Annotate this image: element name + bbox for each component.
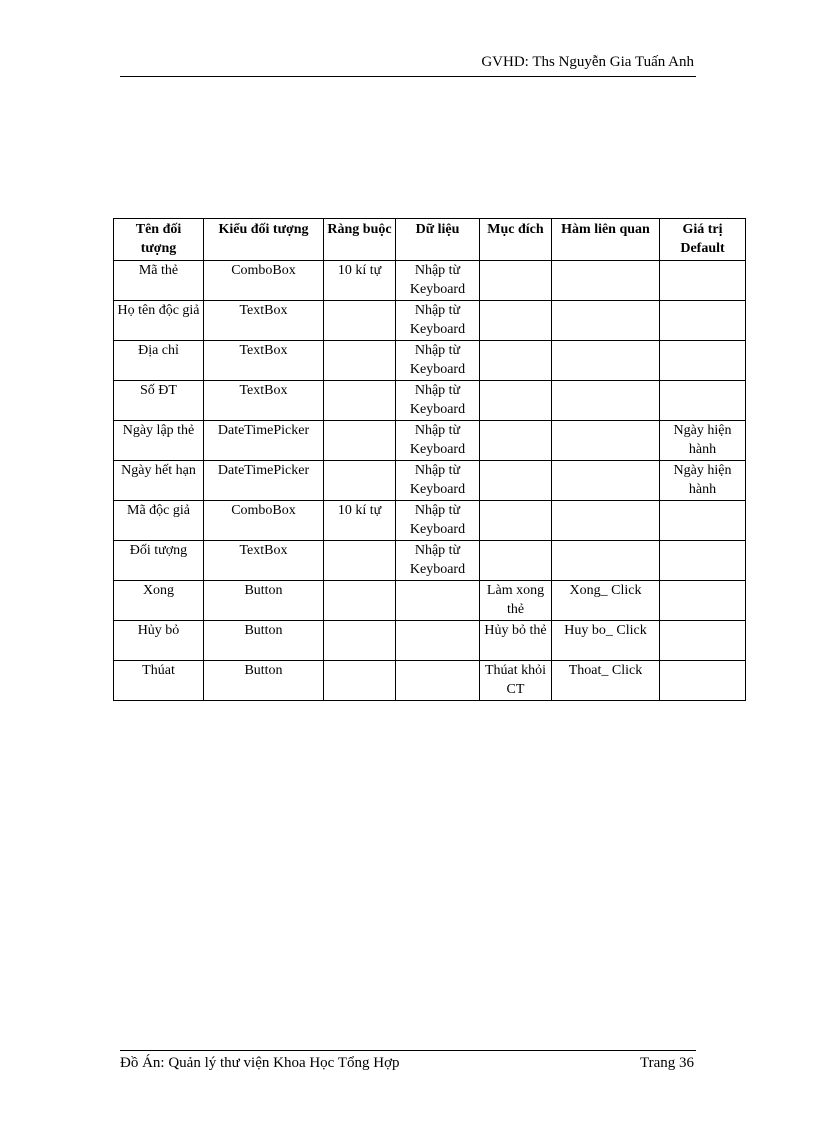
table-cell: Thoat_ Click: [552, 661, 660, 701]
column-header: Kiểu đối tượng: [204, 219, 324, 261]
table-cell: [660, 501, 746, 541]
table-cell: [480, 301, 552, 341]
table-cell: Đối tượng: [114, 541, 204, 581]
table-cell: DateTimePicker: [204, 421, 324, 461]
table-cell: Hủy bỏ thẻ: [480, 621, 552, 661]
table-cell: Xong_ Click: [552, 581, 660, 621]
table-cell: Mã độc giả: [114, 501, 204, 541]
table-cell: TextBox: [204, 301, 324, 341]
table-cell: Nhập từ Keyboard: [396, 541, 480, 581]
table-cell: TextBox: [204, 381, 324, 421]
header-text: GVHD: Ths Nguyễn Gia Tuấn Anh: [481, 54, 694, 70]
table-cell: [324, 661, 396, 701]
table-cell: [552, 301, 660, 341]
table-cell: [480, 341, 552, 381]
table-cell: [552, 341, 660, 381]
table-cell: [480, 501, 552, 541]
table-cell: ComboBox: [204, 501, 324, 541]
table-cell: Làm xong thẻ: [480, 581, 552, 621]
table-cell: Nhập từ Keyboard: [396, 301, 480, 341]
table-cell: [660, 301, 746, 341]
object-spec-table: [113, 218, 746, 701]
table-cell: Thúat khỏi CT: [480, 661, 552, 701]
column-header: Hàm liên quan: [552, 219, 660, 261]
table-cell: Xong: [114, 581, 204, 621]
table-cell: [480, 541, 552, 581]
table-cell: 10 kí tự: [324, 501, 396, 541]
table-cell: Địa chỉ: [114, 341, 204, 381]
table-cell: [324, 621, 396, 661]
table-cell: Nhập từ Keyboard: [396, 341, 480, 381]
table-cell: [660, 261, 746, 301]
table-cell: [660, 661, 746, 701]
table-cell: 10 kí tự: [324, 261, 396, 301]
table-cell: TextBox: [204, 341, 324, 381]
table-cell: ComboBox: [204, 261, 324, 301]
table-cell: [552, 461, 660, 501]
table-cell: [552, 541, 660, 581]
table-cell: Nhập từ Keyboard: [396, 261, 480, 301]
table-cell: [396, 661, 480, 701]
table-row: [114, 621, 746, 661]
table-cell: [396, 581, 480, 621]
table-cell: Ngày hiện hành: [660, 421, 746, 461]
table-cell: Button: [204, 621, 324, 661]
table-cell: [324, 581, 396, 621]
table-cell: Button: [204, 661, 324, 701]
table-cell: Nhập từ Keyboard: [396, 461, 480, 501]
column-header: Mục đích: [480, 219, 552, 261]
table-row: [114, 301, 746, 341]
table-cell: [480, 421, 552, 461]
table-cell: [324, 461, 396, 501]
column-header: Giá trị Default: [660, 219, 746, 261]
column-header: Ràng buộc: [324, 219, 396, 261]
table-cell: Hủy bỏ: [114, 621, 204, 661]
table-cell: Ngày lập thẻ: [114, 421, 204, 461]
table-cell: [324, 301, 396, 341]
column-header: Dữ liệu: [396, 219, 480, 261]
table-row: [114, 541, 746, 581]
table-cell: TextBox: [204, 541, 324, 581]
table-row: [114, 261, 746, 301]
table-cell: Nhập từ Keyboard: [396, 501, 480, 541]
table-cell: Huy bo_ Click: [552, 621, 660, 661]
table-cell: Ngày hết hạn: [114, 461, 204, 501]
table-cell: [552, 381, 660, 421]
table-cell: [396, 621, 480, 661]
table-cell: [480, 381, 552, 421]
table-row: [114, 421, 746, 461]
table-cell: [480, 261, 552, 301]
table-cell: [660, 541, 746, 581]
page-number: Trang 36: [639, 1055, 694, 1071]
table-row: [114, 661, 746, 701]
table-cell: DateTimePicker: [204, 461, 324, 501]
table-cell: [660, 341, 746, 381]
table-row: [114, 381, 746, 421]
table-cell: [552, 501, 660, 541]
table-cell: Thúat: [114, 661, 204, 701]
table-cell: Nhập từ Keyboard: [396, 381, 480, 421]
table-cell: Họ tên độc giả: [114, 301, 204, 341]
table-cell: [324, 541, 396, 581]
footer-project-title: Đồ Án: Quản lý thư viện Khoa Học Tổng Hợp: [120, 1055, 400, 1071]
table-row: [114, 501, 746, 541]
column-header: Tên đối tượng: [114, 219, 204, 261]
table-cell: Mã thẻ: [114, 261, 204, 301]
table-cell: Nhập từ Keyboard: [396, 421, 480, 461]
table-cell: [552, 421, 660, 461]
table-cell: [660, 581, 746, 621]
page-footer: [120, 1050, 696, 1077]
table-cell: [660, 381, 746, 421]
table-row: [114, 341, 746, 381]
table-cell: Số ĐT: [114, 381, 204, 421]
page-header: [120, 52, 696, 77]
table-header-row: [114, 219, 746, 261]
table-cell: [660, 621, 746, 661]
table-row: [114, 461, 746, 501]
table-cell: [324, 421, 396, 461]
table-cell: Ngày hiện hành: [660, 461, 746, 501]
table-cell: [324, 381, 396, 421]
table-cell: [480, 461, 552, 501]
table-cell: [324, 341, 396, 381]
table-cell: [552, 261, 660, 301]
table-cell: Button: [204, 581, 324, 621]
table-row: [114, 581, 746, 621]
